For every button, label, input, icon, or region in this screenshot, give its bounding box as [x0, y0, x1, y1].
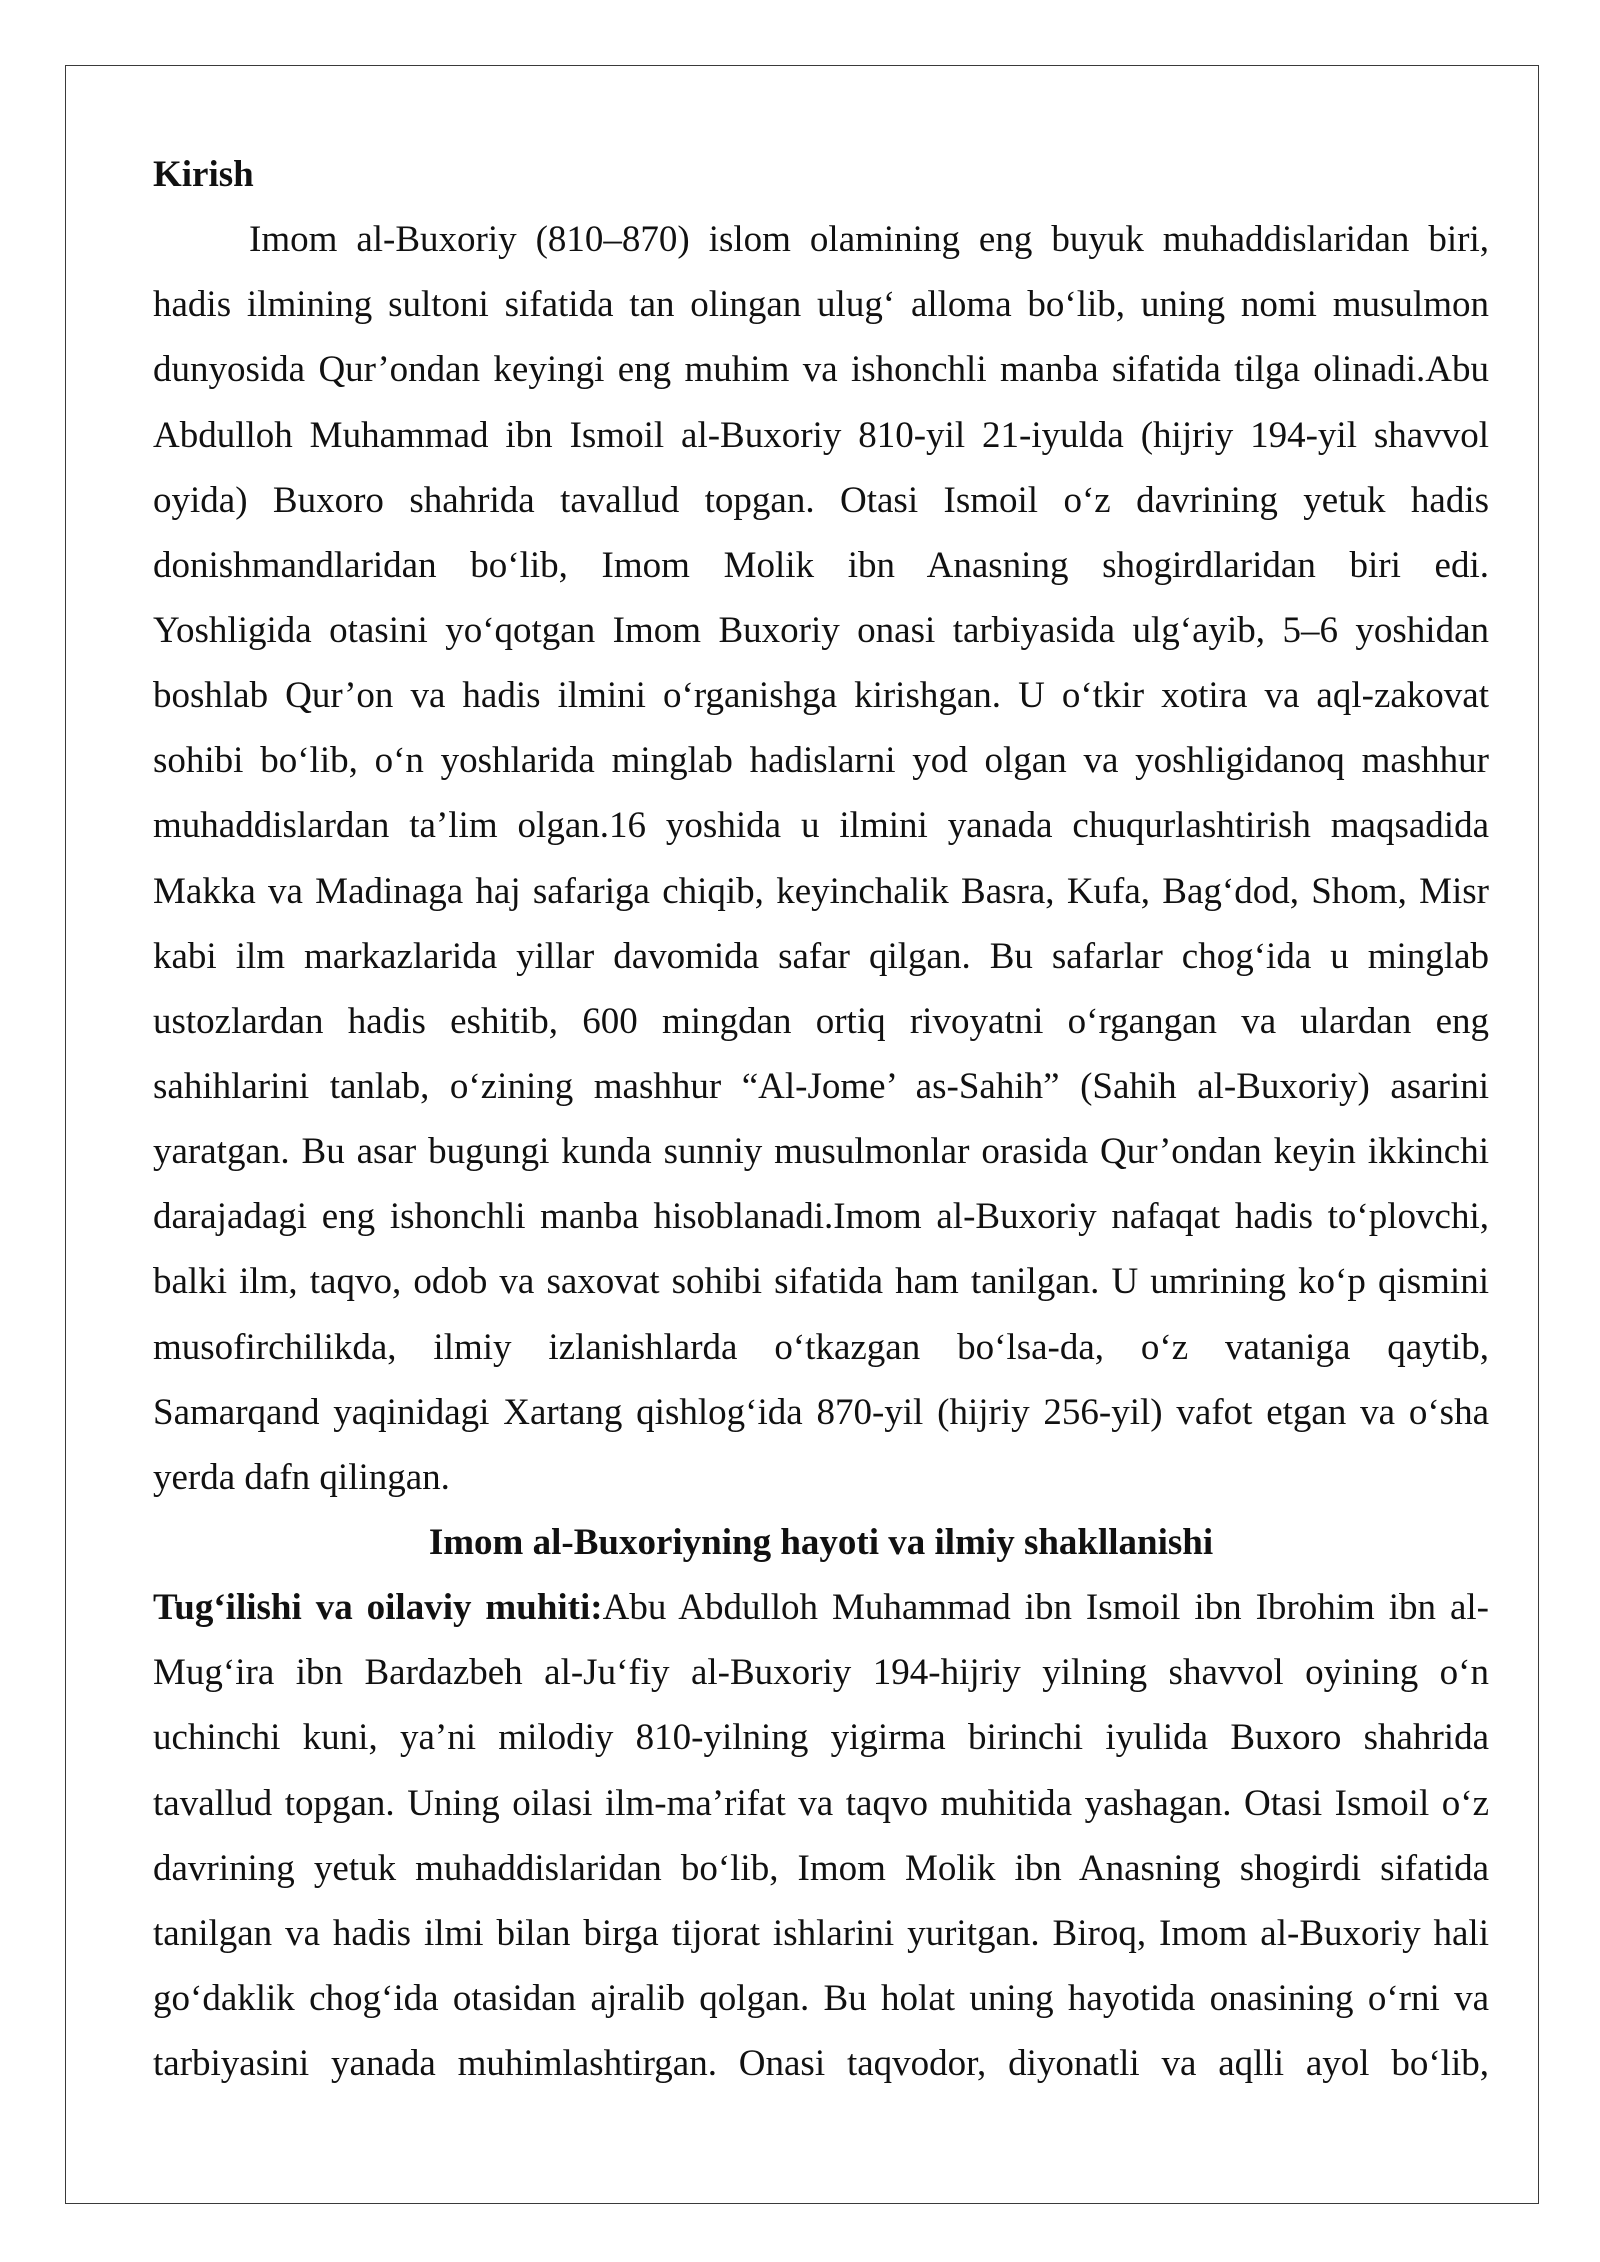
intro-paragraph: [153, 207, 1489, 1510]
text-line: dunyosida Qur’ondan keyingi eng muhim va ishonchli manba sifatida tilga olinadi.Abu: [153, 349, 1489, 391]
text-line: tarbiyasini yanada muhimlashtirgan. Onasi taqvodor, diyonatli va aqlli ayol bo‘lib,: [153, 2043, 1489, 2085]
section-paragraph: [153, 1575, 1489, 2096]
text-line: [153, 1575, 1489, 1640]
text-line: yerda dafn qilingan.: [153, 1456, 450, 1498]
text-line: tavallud topgan. Uning oilasi ilm-ma’rifat va taqvo muhitida yashagan. Otasi Ismoil o‘z: [153, 1782, 1489, 1824]
text-line: muhaddislardan ta’lim olgan.16 yoshida u ilmini yanada chuqurlashtirish maqsadida: [153, 805, 1489, 847]
text-line-content: Abu Abdulloh Muhammad ibn Ismoil ibn Ibrohim ibn al-: [602, 1587, 1489, 1629]
text-line: darajadagi eng ishonchli manba hisoblanadi.Imom al-Buxoriy nafaqat hadis to‘plovchi,: [153, 1196, 1489, 1238]
text-line: Mug‘ira ibn Bardazbeh al-Ju‘fiy al-Buxoriy 194-hijriy yilning shavvol oyining o‘n: [153, 1652, 1489, 1694]
document-body: [153, 142, 1489, 2096]
subsection-lead: Tug‘ilishi va oilaviy muhiti:: [153, 1587, 603, 1629]
text-line: musofirchilikda, ilmiy izlanishlarda o‘tkazgan bo‘lsa-da, o‘z vataniga qaytib,: [153, 1326, 1489, 1368]
text-line: uchinchi kuni, ya’ni milodiy 810-yilning yigirma birinchi iyulida Buxoro shahrida: [153, 1717, 1489, 1759]
text-line: Imom al-Buxoriy (810–870) islom olamining eng buyuk muhaddislaridan biri,: [249, 219, 1489, 261]
text-line: boshlab Qur’on va hadis ilmini o‘rganishga kirishgan. U o‘tkir xotira va aql-zakovat: [153, 675, 1489, 717]
text-line: sahihlarini tanlab, o‘zining mashhur “Al-Jome’ as-Sahih” (Sahih al-Buxoriy) asarini: [153, 1065, 1489, 1107]
text-line: hadis ilmining sultoni sifatida tan olingan ulug‘ alloma bo‘lib, uning nomi musulmon: [153, 284, 1489, 326]
text-line: donishmandlaridan bo‘lib, Imom Molik ibn Anasning shogirdlaridan biri edi.: [153, 544, 1489, 586]
text-line: Yoshligida otasini yo‘qotgan Imom Buxoriy onasi tarbiyasida ulg‘ayib, 5–6 yoshidan: [153, 609, 1489, 651]
text-line: go‘daklik chog‘ida otasidan ajralib qolgan. Bu holat uning hayotida onasining o‘rni va: [153, 1977, 1489, 2019]
text-line: yaratgan. Bu asar bugungi kunda sunniy musulmonlar orasida Qur’ondan keyin ikkinchi: [153, 1131, 1489, 1173]
text-line: Makka va Madinaga haj safariga chiqib, keyinchalik Basra, Kufa, Bag‘dod, Shom, Misr: [153, 870, 1489, 912]
text-line: Abdulloh Muhammad ibn Ismoil al-Buxoriy 810-yil 21-iyulda (hijriy 194-yil shavvol: [153, 414, 1489, 456]
text-line: oyida) Buxoro shahrida tavallud topgan. Otasi Ismoil o‘z davrining yetuk hadis: [153, 479, 1489, 521]
text-line: tanilgan va hadis ilmi bilan birga tijorat ishlarini yuritgan. Biroq, Imom al-Buxoriy hali: [153, 1912, 1489, 1954]
text-line: balki ilm, taqvo, odob va saxovat sohibi sifatida ham tanilgan. U umrining ko‘p qismini: [153, 1261, 1489, 1303]
text-line: davrining yetuk muhaddislaridan bo‘lib, Imom Molik ibn Anasning shogirdi sifatida: [153, 1847, 1489, 1889]
text-line: sohibi bo‘lib, o‘n yoshlarida minglab hadislarni yod olgan va yoshligidanoq mashhur: [153, 740, 1489, 782]
section-heading: Imom al-Buxoriyning hayoti va ilmiy shakllanishi: [428, 1521, 1214, 1563]
text-line: kabi ilm markazlarida yillar davomida safar qilgan. Bu safarlar chog‘ida u minglab: [153, 935, 1489, 977]
intro-heading: Kirish: [153, 154, 254, 195]
text-line: ustozlardan hadis eshitib, 600 mingdan ortiq rivoyatni o‘rgangan va ulardan eng: [153, 1000, 1489, 1042]
text-line: Samarqand yaqinidagi Xartang qishlog‘ida 870-yil (hijriy 256-yil) vafot etgan va o‘sha: [153, 1391, 1489, 1433]
